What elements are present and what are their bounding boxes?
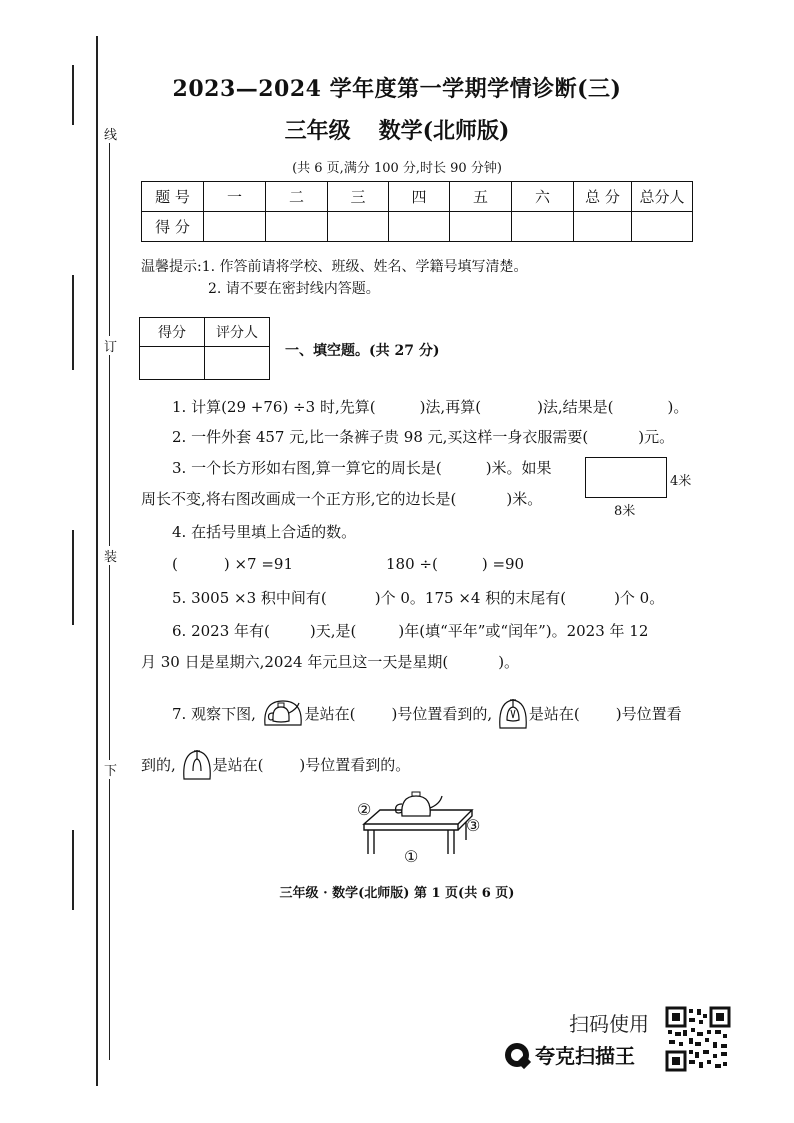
grade-label: 三年级 (284, 118, 351, 144)
q4-text: 180 ÷( (386, 555, 438, 573)
q5-text: )个 0。175 ×4 积的末尾有( (374, 589, 567, 607)
q2-text: )元。 (638, 428, 675, 446)
score-row-label: 得 分 (142, 212, 204, 242)
teapot-front-view-icon (497, 694, 529, 736)
score-cell[interactable] (328, 212, 389, 242)
question-4b (386, 555, 524, 573)
binding-line-left (96, 36, 98, 1086)
q4-text: ( (172, 555, 178, 573)
teapot-side-view-icon (261, 695, 305, 735)
question-3-line-2 (141, 488, 542, 509)
question-6-line-2 (141, 651, 519, 672)
q3-text: 周长不变,将右图改画成一个正方形,它的边长是( (141, 490, 457, 508)
score-header-cell: 总 分 (574, 182, 632, 212)
score-cell[interactable] (204, 212, 266, 242)
grader-name-header: 评分人 (205, 318, 270, 347)
brand-logo-row (505, 1040, 635, 1069)
tips-label: 温馨提示: (141, 259, 202, 275)
q7-text: )号位置看 (615, 705, 682, 723)
q6-text: )年(填“平年”或“闰年”)。2023 年 12 (398, 622, 649, 640)
question-7-line-1 (172, 694, 682, 736)
question-4-title: 4. 在括号里填上合适的数。 (172, 523, 357, 541)
score-header-cell: 三 (328, 182, 389, 212)
q2-text: 2. 一件外套 457 元,比一条裤子贵 98 元,买这样一身衣服需要( (172, 428, 589, 446)
q6-text: )天,是( (309, 622, 357, 640)
brand-logo-icon (505, 1043, 529, 1067)
tips-text-1: 1. 作答前请将学校、班级、姓名、学籍号填写清楚。 (201, 259, 528, 275)
q6-text: )。 (498, 653, 520, 671)
exam-title: 2023—2024 学年度第一学期学情诊断(三) (172, 76, 622, 102)
q1-text: )法,结果是( (537, 398, 614, 416)
score-header-cell: 四 (389, 182, 450, 212)
section-1-title: 一、填空题。(共 27 分) (285, 343, 440, 359)
score-cell[interactable] (266, 212, 328, 242)
q1-text: 1. 计算(29 +76) ÷3 时,先算( (172, 398, 376, 416)
score-header-cell: 五 (450, 182, 512, 212)
question-2 (172, 426, 674, 447)
question-7-line-2 (141, 745, 410, 787)
score-cell[interactable] (512, 212, 574, 242)
q4-text: ) ×7 =91 (223, 555, 294, 573)
q3-text: )米。如果 (485, 459, 552, 477)
score-cell[interactable] (450, 212, 512, 242)
q5-text: 5. 3005 ×3 积中间有( (172, 589, 327, 607)
score-header-cell: 总分人 (632, 182, 693, 212)
binding-line-inner (109, 140, 110, 1060)
binding-char-ding: 订 (104, 336, 117, 355)
qr-code-icon[interactable] (665, 1006, 731, 1072)
score-cell[interactable] (632, 212, 693, 242)
score-table-score-row (142, 212, 693, 242)
scan-prompt-text: 扫码使用 (569, 1012, 649, 1036)
rectangle-side-label: 4米 (670, 474, 692, 489)
subject-label: 数学(北师版) (378, 118, 510, 144)
tips-line-2: 2. 请不要在密封线内答题。 (208, 281, 380, 297)
question-4a (172, 555, 293, 573)
binding-char-xian: 线 (104, 124, 117, 143)
q6-text: 月 30 日是星期六,2024 年元旦这一天是星期( (141, 653, 449, 671)
q7-text: 是站在( (528, 705, 580, 723)
q3-text: 3. 一个长方形如右图,算一算它的周长是( (172, 459, 442, 477)
q1-text: )法,再算( (419, 398, 482, 416)
question-5 (172, 587, 664, 608)
question-3-line-1 (172, 457, 552, 478)
score-header-cell: 六 (512, 182, 574, 212)
question-1 (172, 396, 688, 417)
position-label-3: ③ (466, 816, 481, 835)
score-cell[interactable] (389, 212, 450, 242)
binding-line-dashed-2 (72, 275, 74, 370)
grader-score-cell[interactable] (140, 347, 205, 380)
rectangle-bottom-label: 8米 (614, 504, 636, 519)
grader-name-cell[interactable] (205, 347, 270, 380)
score-table-header-row (142, 182, 693, 212)
q7-text: 到的, (141, 756, 176, 774)
exam-subtitle (0, 114, 794, 145)
brand-name: 夸克扫描王 (535, 1044, 635, 1068)
page-footer: 三年级 · 数学(北师版) 第 1 页(共 6 页) (279, 886, 515, 901)
q7-text: )号位置看到的, (391, 705, 493, 723)
q7-text: 是站在( (304, 705, 356, 723)
grader-box (139, 317, 270, 380)
q7-text: 7. 观察下图, (172, 705, 256, 723)
q7-text: 是站在( (212, 756, 264, 774)
question-6-line-1 (172, 620, 648, 641)
score-table (141, 181, 693, 242)
score-header-cell: 二 (266, 182, 328, 212)
q3-text: )米。 (506, 490, 543, 508)
rectangle-figure (585, 457, 667, 498)
q4-text: ) =90 (481, 555, 525, 573)
binding-char-xia: 下 (104, 760, 117, 779)
binding-char-zhuang: 装 (104, 546, 117, 565)
q6-text: 6. 2023 年有( (172, 622, 270, 640)
q5-text: )个 0。 (614, 589, 665, 607)
binding-line-dashed-3 (72, 530, 74, 625)
exam-info: (共 6 页,满分 100 分,时长 90 分钟) (292, 161, 502, 176)
teapot-back-view-icon (181, 745, 213, 787)
q1-text: )。 (667, 398, 689, 416)
q7-text: )号位置看到的。 (299, 756, 411, 774)
tips-line-1 (141, 256, 528, 276)
position-label-1: ① (404, 847, 419, 866)
score-header-cell: 一 (204, 182, 266, 212)
score-cell[interactable] (574, 212, 632, 242)
grader-score-header: 得分 (140, 318, 205, 347)
score-header-cell: 题 号 (142, 182, 204, 212)
position-label-2: ② (357, 800, 372, 819)
